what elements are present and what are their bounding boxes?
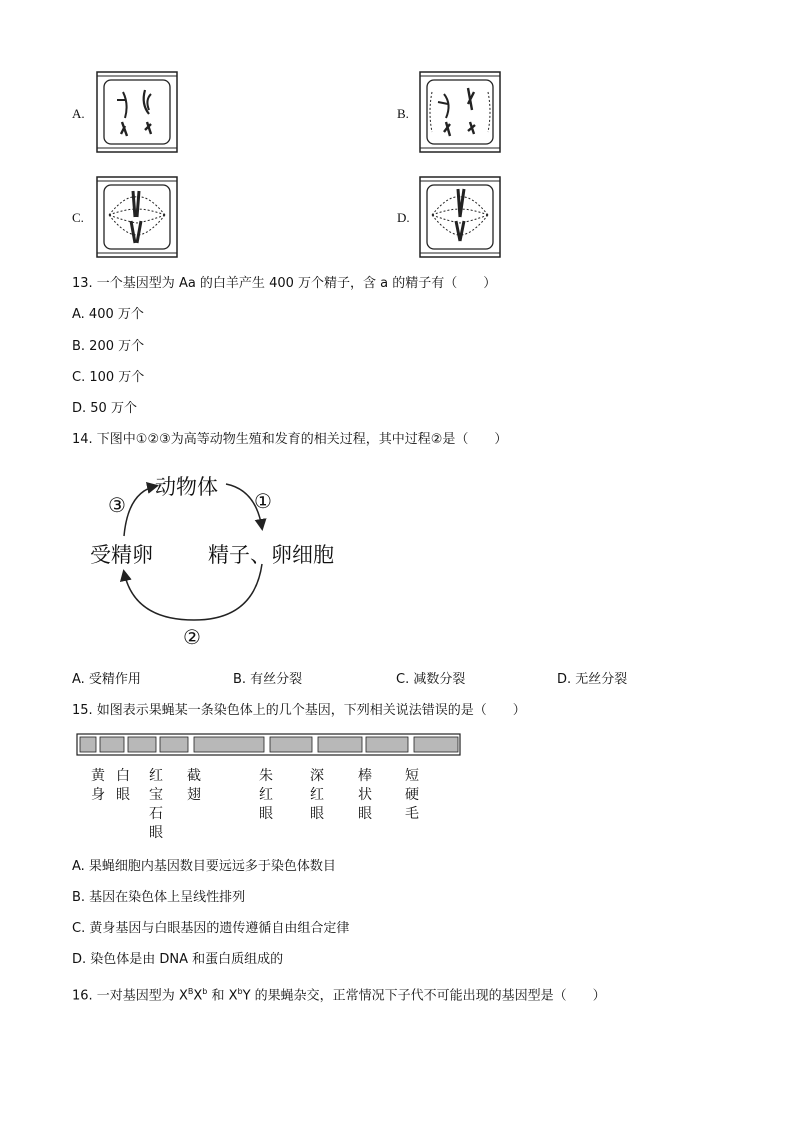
label-sperm-egg-cells: 精子、卵细胞 xyxy=(208,543,334,567)
option-letter: D. xyxy=(397,210,410,225)
option-letter: B. xyxy=(397,106,409,121)
gene-label: 棒状眼 xyxy=(358,768,372,822)
q13-option-c[interactable]: C. 100 万个 xyxy=(72,370,145,385)
cell-division-figure-a xyxy=(95,70,179,154)
cell-division-figure-b xyxy=(418,70,502,154)
q13-stem: 13. 一个基因型为 Aa 的白羊产生 400 万个精子，含 a 的精子有（ ） xyxy=(72,276,497,291)
q14-option-c[interactable]: C. 减数分裂 xyxy=(396,672,466,687)
q16-stem-part: Y 的果蝇杂交，正常情况下子代不可能出现的基因型是（ ） xyxy=(242,988,606,1004)
q15-option-c[interactable]: C. 黄身基因与白眼基因的遗传遵循自由组合定律 xyxy=(72,921,350,936)
gene-label: 红宝石眼 xyxy=(149,768,163,841)
gene-label: 白眼 xyxy=(116,768,130,803)
q15-stem: 15. 如图表示果蝇某一条染色体上的几个基因，下列相关说法错误的是（ ） xyxy=(72,703,526,718)
q14-option-a[interactable]: A. 受精作用 xyxy=(72,672,141,687)
q16-superscript: b xyxy=(237,987,243,996)
q16-superscript: B xyxy=(187,987,194,996)
label-animal-body: 动物体 xyxy=(155,475,218,499)
q16-stem-part: X xyxy=(193,988,203,1004)
q13-option-b[interactable]: B. 200 万个 xyxy=(72,339,145,354)
q14-option-b[interactable]: B. 有丝分裂 xyxy=(233,672,303,687)
gene-label: 深红眼 xyxy=(310,768,324,822)
q16-stem-part: 和 X xyxy=(207,988,238,1004)
option-letter: C. xyxy=(72,210,84,225)
q14-stem: 14. 下图中①②③为高等动物生殖和发育的相关过程，其中过程②是（ ） xyxy=(72,432,508,447)
q16-superscript: b xyxy=(202,987,208,996)
q14-option-d[interactable]: D. 无丝分裂 xyxy=(557,672,628,687)
q13-option-a[interactable]: A. 400 万个 xyxy=(72,307,144,322)
option-letter: A. xyxy=(72,106,85,121)
process-3-marker: ③ xyxy=(108,493,126,517)
process-1-marker: ① xyxy=(254,489,272,513)
gene-label: 截翅 xyxy=(187,768,201,803)
q13-option-d[interactable]: D. 50 万个 xyxy=(72,401,137,416)
gene-label: 短硬毛 xyxy=(405,768,419,822)
cell-division-figure-d xyxy=(418,175,502,259)
q15-option-d[interactable]: D. 染色体是由 DNA 和蛋白质组成的 xyxy=(72,952,284,967)
q16-stem-part: 16. 一对基因型为 X xyxy=(72,988,188,1004)
process-2-marker: ② xyxy=(183,625,201,649)
q15-option-a[interactable]: A. 果蝇细胞内基因数目要远远多于染色体数目 xyxy=(72,859,336,874)
gene-label: 朱红眼 xyxy=(259,768,273,822)
label-fertilized-egg: 受精卵 xyxy=(90,543,153,567)
cell-division-figure-c xyxy=(95,175,179,259)
chromosome-gene-bar xyxy=(76,733,462,757)
q16-stem xyxy=(72,984,606,1004)
q15-option-b[interactable]: B. 基因在染色体上呈线性排列 xyxy=(72,890,246,905)
gene-label: 黄身 xyxy=(91,768,105,803)
